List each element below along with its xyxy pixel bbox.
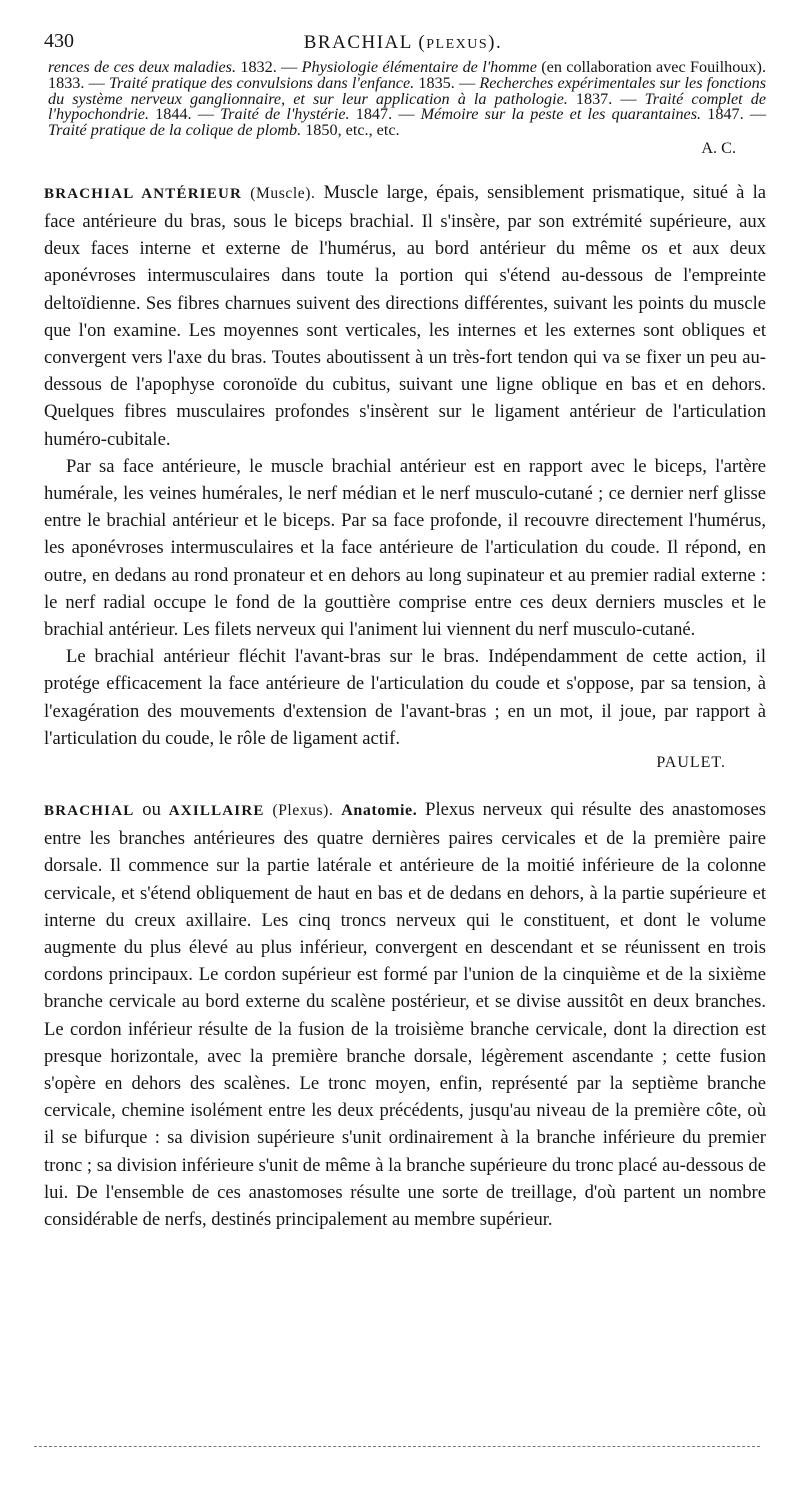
headword-connector: ou: [134, 799, 169, 821]
footer-rule: [34, 1446, 760, 1447]
running-head-main: BRACHIAL (: [303, 32, 427, 53]
article-classification: (Muscle).: [250, 184, 316, 202]
article-signature: PAULET.: [656, 754, 726, 772]
paragraph-text: Muscle large, épais, sensiblement prismatique, situé à la face antérieure du bras, sous le biceps brachial. Il s'insère, par son extrémité supérieure, aux deux faces interne et externe de l'humérus, au bord antérieur du même os et aux deux aponévroses intermusculaires dans toute la portion qui s'étend au-dessous de l'empreinte deltoïdienne. Ses fibres charnues suivent des directions différentes, suivant les points du muscle que l'on examine. Les moyennes sont verticales, les internes et les externes sont obliques et convergent vers l'axe du bras. Toutes aboutissent à un très-fort tendon qui va se fixer un peu au-dessous de l'apophyse coronoïde du cubitus, suivant une ligne oblique en bas et en dehors. Quelques fibres musculaires profondes s'insèrent sur le ligament antérieur de l'articulation huméro-cubitale.: [44, 181, 767, 450]
bibliography-date: 1844. —: [149, 105, 221, 124]
article-brachial-anterieur: [44, 179, 766, 774]
article-paragraph-2: Par sa face antérieure, le muscle brachial antérieur est en rapport avec le biceps, l'artère humérale, les veines humérales, le nerf médian et le nerf musculo-cutané ; ce dernier nerf glisse entre le brachial antérieur et le biceps. Par sa face profonde, il recouvre directement l'humérus, les aponévroses intermusculaires et la face antérieure de l'articulation du coude. Il répond, en outre, en dedans au rond pronateur et en dehors au long supinateur et au premier radial externe : le nerf radial occupe le fond de la gouttière comprise entre ces deux derniers muscles et le brachial antérieur. Les filets nerveux qui l'animent lui viennent du nerf musculo-cutané.: [44, 455, 766, 641]
paragraph-text: Plexus nerveux qui résulte des anastomoses entre les branches antérieures des quatre dernières paires cervicales et de la première paire dorsale. Il commence sur la partie latérale et antérieure de la moitié inférieure de la colonne cervicale, et s'étend obliquement de haut en bas et de dedans en dehors, à la partie supérieure et interne du creux axillaire. Les cinq troncs nerveux qui le constituent, et dont le volume augmente du plus élevé au plus inférieur, convergent en descendant et se réunissent en trois cordons principaux. Le cordon supérieur est formé par l'union de la cinquième et de la sixième branche cervicale au bord externe du scalène postérieur, et se divise aussitôt en deux branches. Le cordon inférieur résulte de la fusion de la troisième branche cervicale, dont la direction est presque horizontale, avec la première branche dorsale, légèrement ascendante ; cette fusion s'opère en dehors des scalènes. Le tronc moyen, enfin, représenté par la septième branche cervicale, chemine isolément entre les deux précédents, jusqu'au niveau de la première côte, où il se bifurque : sa division supérieure s'unit ordinairement à la branche inférieure du premier tronc ; sa division inférieure s'unit de même à la branche supérieure du tronc placé au-dessous de lui. De l'ensemble de ces anastomoses résulte une sorte de treillage, d'où partent un nombre considérable de nerfs, destinés principalement au membre supérieur.: [44, 799, 767, 1231]
bibliography-date: 1837. —: [567, 89, 645, 108]
article-headword: BRACHIAL ANTÉRIEUR: [44, 185, 243, 202]
bibliography-date: 1835. —: [414, 73, 480, 92]
bibliography-title: rences de ces deux maladies.: [48, 58, 237, 76]
article-headword: BRACHIAL: [44, 803, 135, 820]
running-head-close: ).: [488, 32, 503, 53]
bibliography-title: Physiologie élémentaire de l'homme: [301, 58, 537, 76]
article-brachial-plexus: [44, 796, 766, 1233]
bibliography-title: Traité de l'hystérie.: [220, 105, 350, 124]
article-headword-alt: AXILLAIRE: [168, 803, 265, 820]
bibliography-title: Traité pratique des convulsions dans l'enfance.: [108, 73, 415, 92]
article-subject: Anatomie.: [341, 802, 418, 820]
bibliography-date: 1850, etc., etc.: [301, 121, 400, 140]
bibliography-title: Traité pratique de la colique de plomb.: [48, 121, 302, 140]
running-head: [40, 32, 766, 54]
bibliography-text: [48, 58, 766, 139]
bibliography-title: Mémoire sur la peste et les quarantaines.: [420, 105, 702, 124]
page-header: [40, 26, 766, 60]
article-paragraph: [44, 796, 766, 1233]
page-number: 430: [44, 30, 74, 52]
article-classification: (Plexus).: [272, 802, 334, 820]
bibliography-signature: A. C.: [701, 138, 736, 157]
bibliography-date: 1847. —: [701, 105, 767, 124]
bibliography-date: 1832. —: [236, 58, 302, 76]
bibliography-date: 1847. —: [349, 105, 421, 124]
bibliography-title: Traité complet de l'hypochondrie.: [48, 89, 767, 124]
running-head-small-caps: PLEXUS: [426, 37, 489, 52]
bibliography-title: Recherches expérimentales sur les fonctions du système nerveux ganglionnaire, et sur leur application à la pathologie.: [48, 73, 767, 108]
bibliography-continuation: [48, 60, 766, 157]
article-paragraph-3: Le brachial antérieur fléchit l'avant-bras sur le bras. Indépendamment de cette action, il protége efficacement la face antérieure de l'articulation du coude et s'oppose, par sa tension, à l'exagération des mouvements d'extension de l'avant-bras ; en un mot, il joue, par rapport à l'articulation du coude, le rôle de ligament actif.: [44, 646, 766, 749]
bibliography-date: (en collaboration avec Fouilhoux). 1833. —: [48, 58, 766, 92]
article-paragraph-1: [44, 179, 766, 453]
